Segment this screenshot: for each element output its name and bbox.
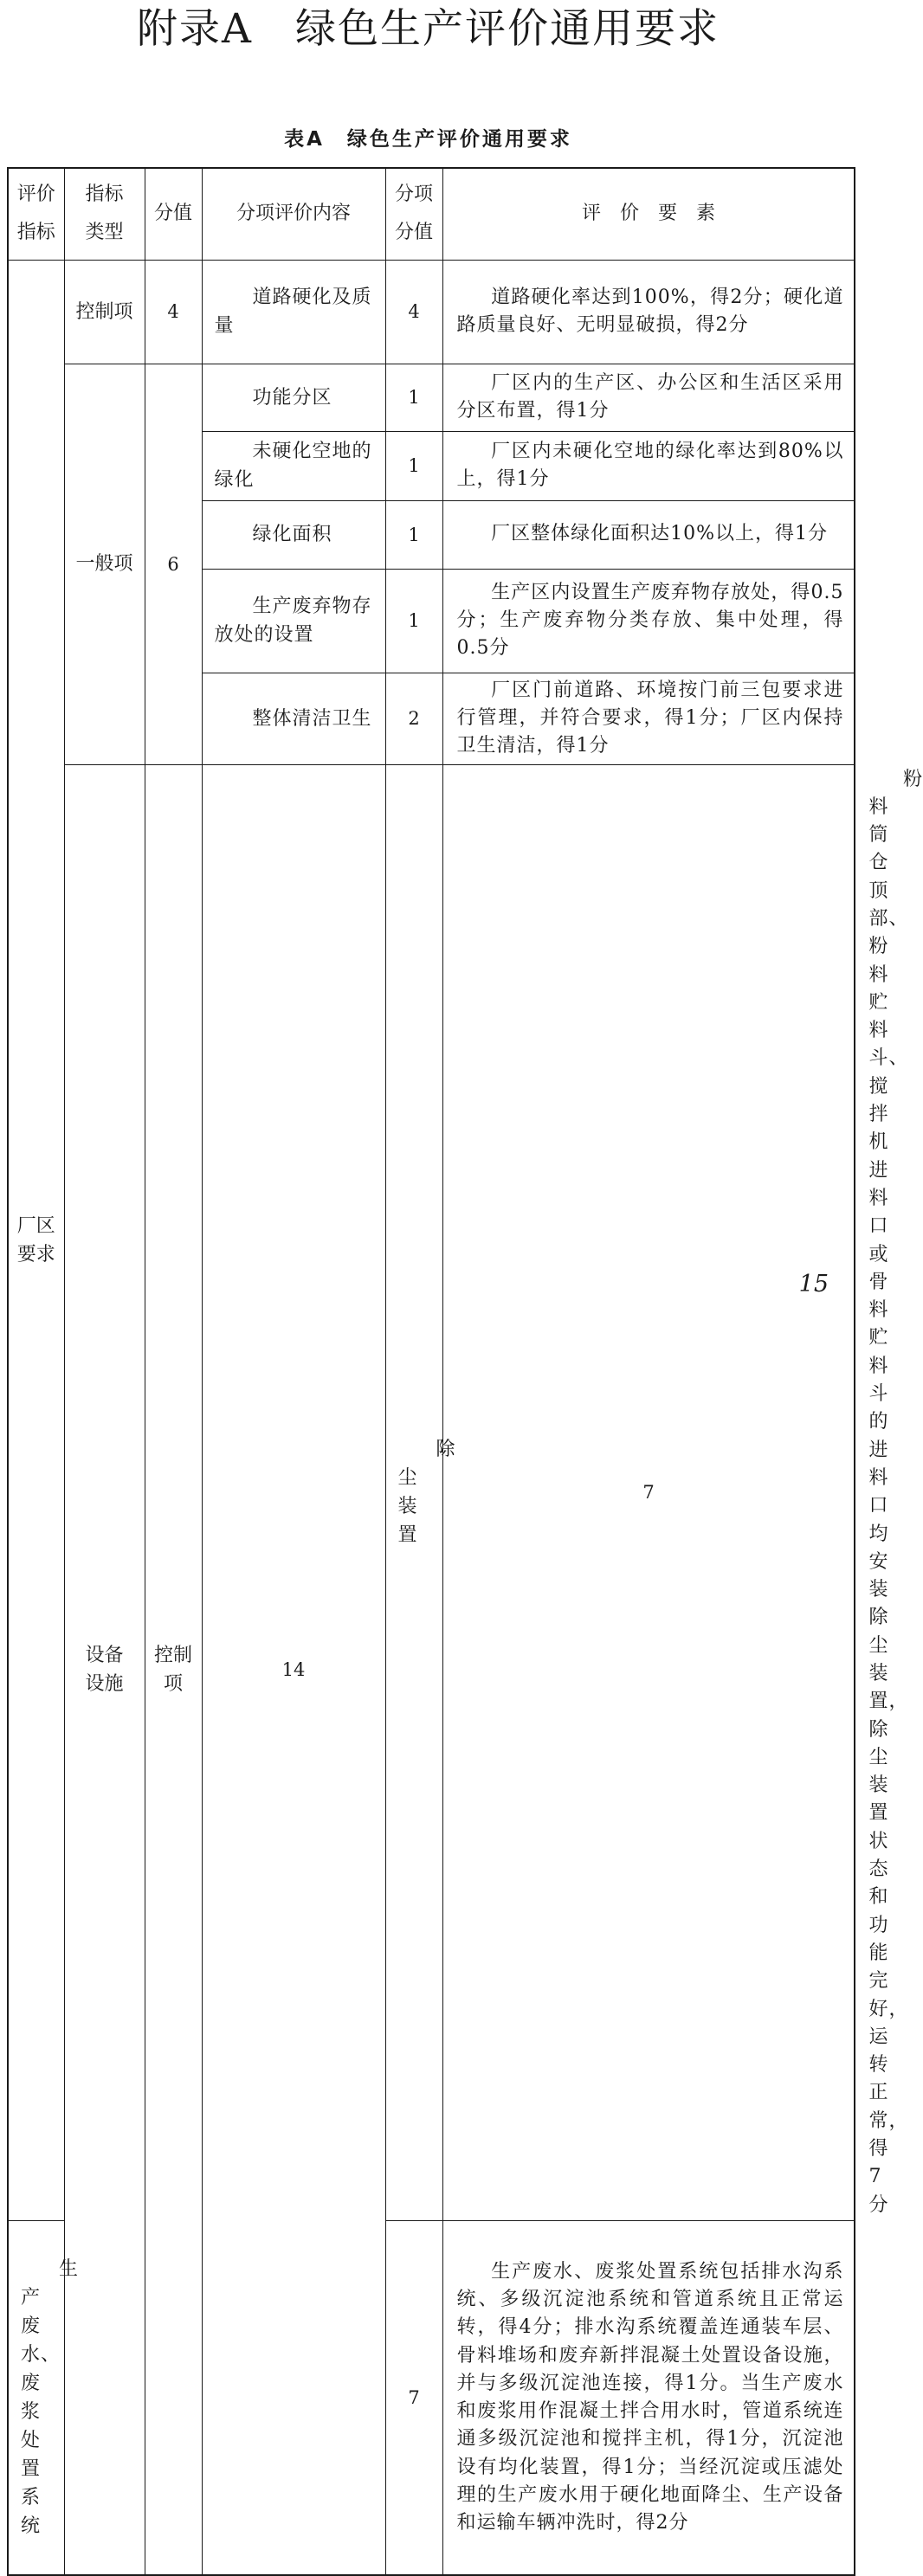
score-cell: 14: [202, 764, 385, 2575]
item-score-cell: 1: [385, 431, 442, 500]
item-cell: 除尘装置: [385, 764, 442, 2220]
indicator-cell: 设备 设施: [64, 764, 145, 2575]
header-indicator: 评价 指标: [8, 168, 64, 260]
score-cell: 4: [145, 260, 202, 364]
type-cell: 控制项: [145, 764, 202, 2575]
item-cell: 生产废弃物存放处的设置: [202, 569, 385, 673]
requirement-cell: 道路硬化率达到100%，得2分；硬化道路质量良好、无明显破损，得2分: [442, 260, 855, 364]
requirement-cell: 厂区内未硬化空地的绿化率达到80%以上，得1分: [442, 431, 855, 500]
table-row: [8, 364, 855, 431]
requirement-cell: 厂区门前道路、环境按门前三包要求进行管理，并符合要求，得1分；厂区内保持卫生清洁，得1分: [442, 673, 855, 764]
item-score-cell: 1: [385, 364, 442, 431]
requirement-cell: 厂区整体绿化面积达10%以上，得1分: [442, 500, 855, 569]
table-row: [8, 260, 855, 364]
header-score: 分值: [145, 168, 202, 260]
header-requirement: 评 价 要 素: [442, 168, 855, 260]
item-score-cell: 1: [385, 569, 442, 673]
table-caption: 表A 绿色生产评价通用要求: [284, 128, 572, 151]
table-row: 设备 设施 控制项 14 除尘装置 7 粉料筒仓顶部、粉料贮料斗、搅拌机进料口或骨料贮料斗的进料口均安装除尘装置，除尘装置状态和功能完好，运转正常，得7分: [8, 764, 855, 2220]
item-score-cell: 2: [385, 673, 442, 764]
item-score-cell: 4: [385, 260, 442, 364]
item-score-cell: 1: [385, 500, 442, 569]
indicator-cell: 厂区 要求: [8, 260, 64, 2220]
score-cell: 6: [145, 364, 202, 764]
header-item: 分项评价内容: [202, 168, 385, 260]
item-cell: 道路硬化及质量: [202, 260, 385, 364]
item-cell: 整体清洁卫生: [202, 673, 385, 764]
header-type: 指标 类型: [64, 168, 145, 260]
item-cell: 绿化面积: [202, 500, 385, 569]
page-number: 15: [798, 1271, 829, 1298]
header-item-score: 分项 分值: [385, 168, 442, 260]
item-cell: 未硬化空地的绿化: [202, 431, 385, 500]
item-cell: 生产废水、废浆处置系统: [8, 2220, 64, 2575]
requirement-cell: 生产区内设置生产废弃物存放处，得0.5分；生产废弃物分类存放、集中处理，得0.5分: [442, 569, 855, 673]
type-cell: 一般项: [64, 364, 145, 764]
requirement-cell: 厂区内的生产区、办公区和生活区采用分区布置，得1分: [442, 364, 855, 431]
header-row: [8, 168, 855, 260]
item-cell: 功能分区: [202, 364, 385, 431]
page-title: 附录A 绿色生产评价通用要求: [137, 5, 720, 53]
requirement-cell: 生产废水、废浆处置系统包括排水沟系统、多级沉淀池系统和管道系统且正常运转，得4分；排水沟系统覆盖连通装车层、骨料堆场和废弃新拌混凝土处置设备设施，并与多级沉淀池连接，得1分。当生产废水和废浆用作混凝土拌合用水时，管道系统连通多级沉淀池和搅拌主机，得1分，沉淀池设有均化装置，得1分；当经沉淀或压滤处理的生产废水用于硬化地面降尘、生产设备和运输车辆冲洗时，得2分: [442, 2220, 855, 2575]
item-score-cell: 7: [442, 764, 855, 2220]
evaluation-table: [7, 167, 923, 2576]
item-score-cell: 7: [385, 2220, 442, 2575]
type-cell: 控制项: [64, 260, 145, 364]
